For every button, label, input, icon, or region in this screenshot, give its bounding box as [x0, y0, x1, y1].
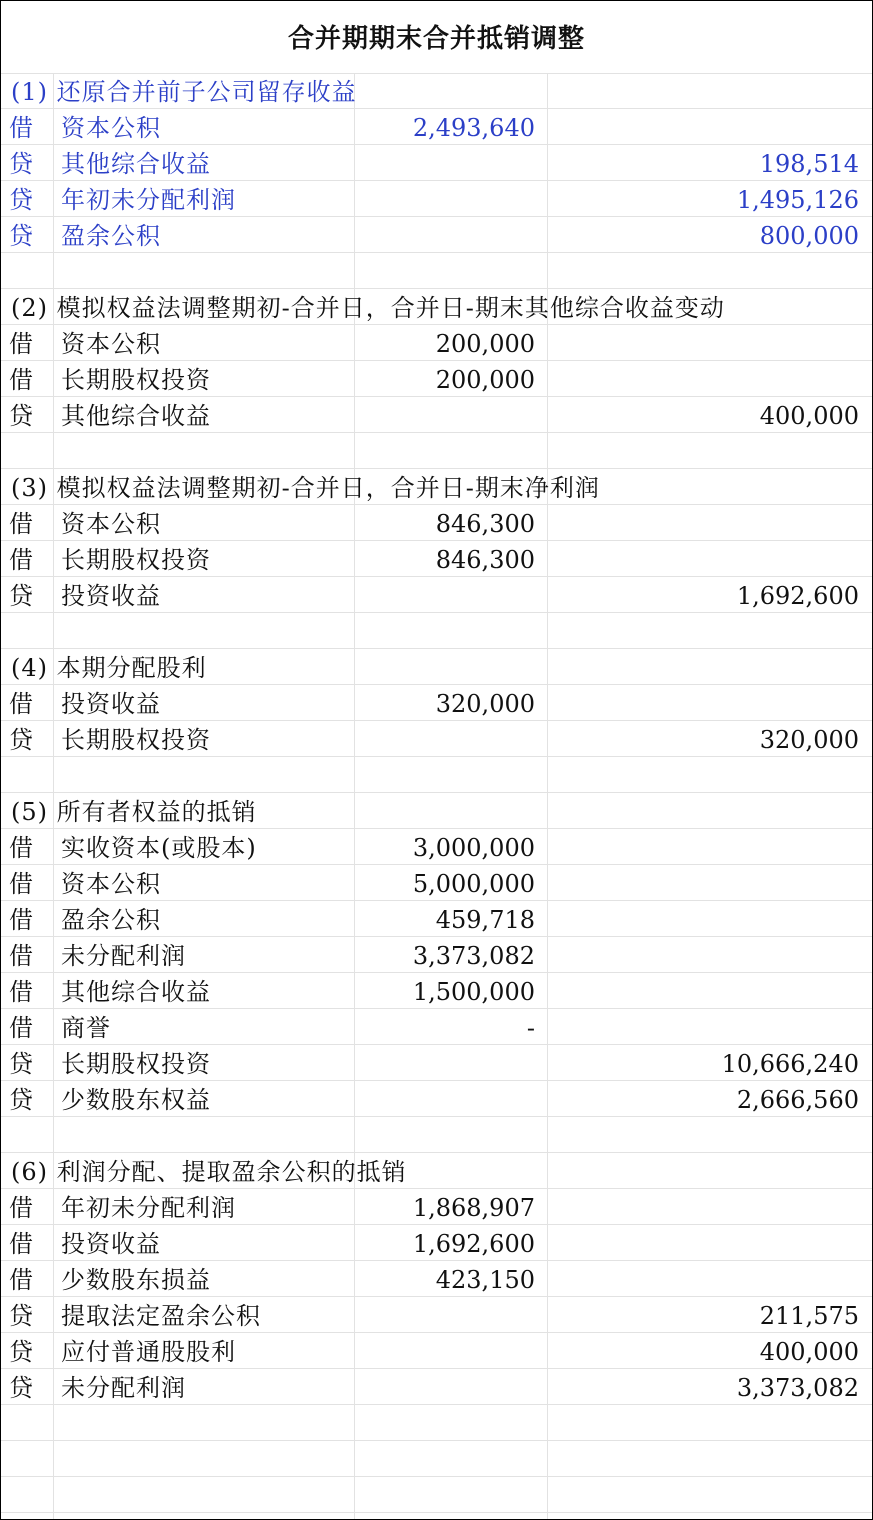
debit-credit-marker: 贷: [9, 222, 33, 250]
debit-credit-marker: 贷: [9, 582, 33, 610]
account-name: 其他综合收益: [61, 402, 211, 430]
account-name: 实收资本(或股本): [61, 834, 257, 862]
section-heading-row[interactable]: [1, 793, 872, 829]
section-heading: (3) 模拟权益法调整期初-合并日，合并日-期末净利润: [11, 474, 600, 502]
debit-credit-marker: 借: [9, 114, 33, 142]
debit-amount: [355, 721, 535, 756]
entry-row[interactable]: [1, 1297, 872, 1333]
entry-row[interactable]: [1, 1045, 872, 1081]
account-name: 长期股权投资: [61, 366, 211, 394]
entry-row[interactable]: [1, 109, 872, 145]
account-name: 商誉: [61, 1014, 111, 1042]
debit-amount: [355, 1333, 535, 1368]
debit-credit-marker: 借: [9, 834, 33, 862]
account-name: 年初未分配利润: [61, 186, 236, 214]
entry-row[interactable]: [1, 505, 872, 541]
account-name: 投资收益: [61, 582, 161, 610]
entry-row[interactable]: [1, 1333, 872, 1369]
debit-credit-marker: 借: [9, 906, 33, 934]
account-name: 长期股权投资: [61, 1050, 211, 1078]
debit-amount: [355, 181, 535, 216]
blank-row[interactable]: [1, 1513, 872, 1520]
section-heading: (5) 所有者权益的抵销: [11, 798, 257, 826]
credit-amount: 320,000: [759, 726, 859, 754]
credit-amount: 10,666,240: [721, 1050, 859, 1078]
account-name: 其他综合收益: [61, 150, 211, 178]
debit-credit-marker: 贷: [9, 150, 33, 178]
blank-row[interactable]: [1, 1477, 872, 1513]
credit-amount: [549, 829, 859, 864]
debit-credit-marker: 借: [9, 870, 33, 898]
debit-credit-marker: 贷: [9, 726, 33, 754]
debit-amount: [355, 1045, 535, 1080]
entry-row[interactable]: [1, 541, 872, 577]
entry-row[interactable]: [1, 1225, 872, 1261]
debit-amount: [355, 1369, 535, 1404]
debit-amount: -: [526, 1014, 535, 1042]
debit-amount: 423,150: [435, 1266, 535, 1294]
blank-row[interactable]: [1, 433, 872, 469]
debit-amount: 3,000,000: [412, 834, 535, 862]
entry-row[interactable]: [1, 325, 872, 361]
debit-credit-marker: 贷: [9, 1050, 33, 1078]
credit-amount: 198,514: [759, 150, 859, 178]
entry-row[interactable]: [1, 1369, 872, 1405]
section-heading-row[interactable]: [1, 73, 872, 109]
account-name: 资本公积: [61, 870, 161, 898]
credit-amount: [549, 685, 859, 720]
account-name: 资本公积: [61, 510, 161, 538]
debit-credit-marker: 借: [9, 1266, 33, 1294]
entry-row[interactable]: [1, 577, 872, 613]
blank-row[interactable]: [1, 613, 872, 649]
entry-row[interactable]: [1, 361, 872, 397]
credit-amount: 400,000: [759, 1338, 859, 1366]
debit-amount: 320,000: [435, 690, 535, 718]
account-name: 未分配利润: [61, 1374, 186, 1402]
account-name: 资本公积: [61, 114, 161, 142]
debit-amount: [355, 1297, 535, 1332]
credit-amount: [549, 1225, 859, 1260]
debit-credit-marker: 借: [9, 1194, 33, 1222]
debit-amount: 1,868,907: [412, 1194, 535, 1222]
debit-credit-marker: 借: [9, 978, 33, 1006]
blank-row[interactable]: [1, 1441, 872, 1477]
entry-row[interactable]: [1, 1189, 872, 1225]
credit-amount: 1,692,600: [736, 582, 859, 610]
credit-amount: [549, 901, 859, 936]
debit-amount: 2,493,640: [412, 114, 535, 142]
debit-credit-marker: 贷: [9, 1302, 33, 1330]
debit-credit-marker: 借: [9, 690, 33, 718]
account-name: 资本公积: [61, 330, 161, 358]
entry-row[interactable]: [1, 937, 872, 973]
account-name: 少数股东权益: [61, 1086, 211, 1114]
section-heading-row[interactable]: [1, 469, 872, 505]
debit-credit-marker: 贷: [9, 1374, 33, 1402]
credit-amount: [549, 361, 859, 396]
debit-credit-marker: 贷: [9, 186, 33, 214]
debit-credit-marker: 借: [9, 942, 33, 970]
credit-amount: 800,000: [759, 222, 859, 250]
entry-row[interactable]: [1, 685, 872, 721]
debit-amount: 846,300: [435, 510, 535, 538]
credit-amount: 211,575: [759, 1302, 859, 1330]
debit-amount: 5,000,000: [412, 870, 535, 898]
section-heading: (4) 本期分配股利: [11, 654, 207, 682]
debit-credit-marker: 贷: [9, 1086, 33, 1114]
section-heading-row[interactable]: [1, 1153, 872, 1189]
credit-amount: [549, 1009, 859, 1044]
debit-credit-marker: 借: [9, 330, 33, 358]
section-heading-row[interactable]: [1, 289, 872, 325]
debit-amount: [355, 145, 535, 180]
account-name: 长期股权投资: [61, 546, 211, 574]
debit-credit-marker: 贷: [9, 1338, 33, 1366]
account-name: 其他综合收益: [61, 978, 211, 1006]
account-name: 应付普通股股利: [61, 1338, 236, 1366]
entry-row[interactable]: [1, 1261, 872, 1297]
debit-credit-marker: 贷: [9, 402, 33, 430]
credit-amount: 1,495,126: [736, 186, 859, 214]
credit-amount: [549, 109, 859, 144]
debit-credit-marker: 借: [9, 546, 33, 574]
debit-amount: [355, 577, 535, 612]
blank-row[interactable]: [1, 253, 872, 289]
credit-amount: 3,373,082: [736, 1374, 859, 1402]
credit-amount: 400,000: [759, 402, 859, 430]
credit-amount: 2,666,560: [736, 1086, 859, 1114]
entry-row[interactable]: [1, 145, 872, 181]
sheet-title: 合并期期末合并抵销调整: [1, 1, 872, 74]
credit-amount: [549, 325, 859, 360]
debit-amount: 1,500,000: [412, 978, 535, 1006]
debit-amount: [355, 397, 535, 432]
entry-row[interactable]: [1, 1081, 872, 1117]
debit-amount: [355, 1081, 535, 1116]
debit-credit-marker: 借: [9, 1014, 33, 1042]
debit-credit-marker: 借: [9, 510, 33, 538]
section-heading-row[interactable]: [1, 649, 872, 685]
debit-amount: 846,300: [435, 546, 535, 574]
entry-row[interactable]: [1, 973, 872, 1009]
entry-row[interactable]: [1, 865, 872, 901]
debit-amount: 459,718: [435, 906, 535, 934]
debit-amount: 3,373,082: [412, 942, 535, 970]
debit-amount: 1,692,600: [412, 1230, 535, 1258]
credit-amount: [549, 505, 859, 540]
debit-credit-marker: 借: [9, 1230, 33, 1258]
entry-row[interactable]: [1, 829, 872, 865]
entry-row[interactable]: [1, 181, 872, 217]
debit-credit-marker: 借: [9, 366, 33, 394]
account-name: 少数股东损益: [61, 1266, 211, 1294]
section-heading: (2) 模拟权益法调整期初-合并日，合并日-期末其他综合收益变动: [11, 294, 725, 322]
account-name: 投资收益: [61, 1230, 161, 1258]
debit-amount: 200,000: [435, 330, 535, 358]
blank-row[interactable]: [1, 1405, 872, 1441]
credit-amount: [549, 937, 859, 972]
entry-row[interactable]: [1, 901, 872, 937]
account-name: 提取法定盈余公积: [61, 1302, 261, 1330]
entry-row[interactable]: [1, 397, 872, 433]
section-heading: (6) 利润分配、提取盈余公积的抵销: [11, 1158, 407, 1186]
entry-row[interactable]: [1, 1009, 872, 1045]
credit-amount: [549, 541, 859, 576]
debit-amount: 200,000: [435, 366, 535, 394]
debit-amount: [355, 217, 535, 252]
account-name: 盈余公积: [61, 222, 161, 250]
entry-row[interactable]: [1, 721, 872, 757]
credit-amount: [549, 1189, 859, 1224]
credit-amount: [549, 865, 859, 900]
account-name: 年初未分配利润: [61, 1194, 236, 1222]
credit-amount: [549, 1261, 859, 1296]
account-name: 盈余公积: [61, 906, 161, 934]
entry-row[interactable]: [1, 217, 872, 253]
section-heading: (1) 还原合并前子公司留存收益: [11, 78, 357, 106]
credit-amount: [549, 973, 859, 1008]
blank-row[interactable]: [1, 1117, 872, 1153]
blank-row[interactable]: [1, 757, 872, 793]
account-name: 投资收益: [61, 690, 161, 718]
account-name: 长期股权投资: [61, 726, 211, 754]
account-name: 未分配利润: [61, 942, 186, 970]
